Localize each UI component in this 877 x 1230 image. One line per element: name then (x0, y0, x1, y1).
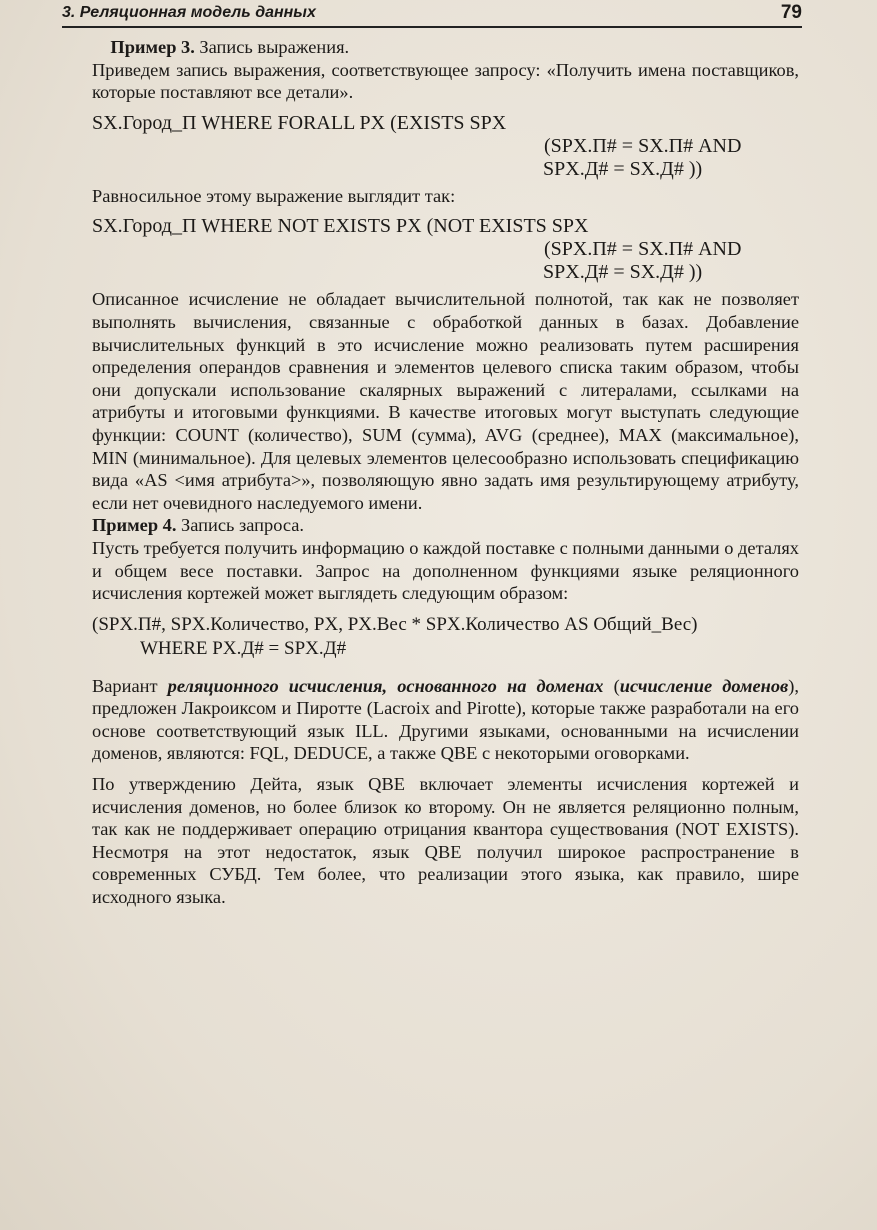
code-line: (SPX.П#, SPX.Количество, PX, PX.Вес * SPX.Количество AS Общий_Вес) (92, 613, 698, 635)
chapter-title: 3. Реляционная модель данных (62, 4, 316, 21)
code-line: SX.Город_П WHERE NOT EXISTS PX (NOT EXISTS SPX (92, 215, 589, 238)
text-run: ( (603, 675, 620, 696)
code-line: SX.Город_П WHERE FORALL PX (EXISTS SPX (92, 111, 507, 134)
paragraph-domain-calculus (92, 675, 799, 765)
paragraph-qbe: По утверждению Дейта, язык QBE включает элементы исчисления кортежей и исчисления доменов, но более близок ко второму. Он не является реляционно полным, так как не поддерживает операцию отрицания квантора существования (NOT EXISTS). Несмотря на этот недостаток, язык QBE получил широкое распространение в современных СУБД. Тем более, что реализации этого языка, как правило, шире исходного языка. (92, 774, 799, 908)
equivalent-text: Равносильное этому выражение выглядит так: (92, 185, 456, 206)
code-block-3 (92, 613, 799, 661)
emphasis-term: реляционного исчисления, основанного на доменах (167, 675, 604, 696)
example-3-label: Пример 3. (110, 37, 195, 57)
code-block-2 (92, 215, 799, 284)
example-3-heading (92, 36, 799, 59)
emphasis-term: исчисление доменов (619, 675, 789, 696)
code-line: (SPX.П# = SX.П# AND (544, 134, 742, 157)
text-run: ), предложен Лакроиксом и Пиротте (Lacroix and Pirotte), которые также разработали на его основе соответствующий язык ILL. Другими языками, основанными на исчислении доменов, являются: FQL, DEDUCE, а также QBE с некоторыми оговорками. (92, 675, 799, 764)
code-line: SPX.Д# = SX.Д# )) (543, 261, 703, 284)
example-4-label: Пример 4. (92, 515, 177, 536)
code-block-1 (92, 112, 799, 181)
example-3-intro-text: Приведем запись выражения, соответствующее запросу: «Получить имена поставщиков, которые поставляют все детали». (92, 59, 799, 103)
running-header (62, 2, 802, 28)
code-line: (SPX.П# = SX.П# AND (544, 238, 742, 261)
paragraph-calculus-completeness: Описанное исчисление не обладает вычислительной полнотой, так как не позволяет выполнять вычисления, связанные с обработкой данных в базах. Добавление вычислительных функций в это исчисление можно реализовать путем расширения определения операндов сравнения и элементов целевого списка таким образом, чтобы они допускали использование скалярных выражений с литералами, ссылками на атрибуты и итоговыми функциями. В качестве итоговых могут выступать следующие функции: COUNT (количество), SUM (сумма), AVG (среднее), MAX (максимальное), MIN (минимальное). Для целевых элементов целесообразно использовать спецификацию вида «AS <имя атрибута>», позволяющую явно задать имя результирующему атрибуту, если нет очевидного наследуемого имени. (92, 289, 799, 513)
example-3-title: Запись выражения. (194, 37, 350, 57)
example-4-title: Запись запроса. (176, 515, 305, 536)
code-line: WHERE PX.Д# = SPX.Д# (140, 637, 347, 659)
example-4-heading (92, 514, 799, 537)
example-3-intro (92, 59, 799, 104)
code-line: SPX.Д# = SX.Д# )) (543, 157, 703, 180)
example-4-text: Пусть требуется получить информацию о каждой поставке с полными данными о деталях и общем весе поставки. Запрос на дополненном функциями языке реляционного исчисления кортежей может выглядеть следующим образом: (92, 537, 799, 604)
page-body (92, 36, 799, 909)
text-run: Вариант (92, 675, 168, 696)
page-number: 79 (780, 2, 802, 23)
